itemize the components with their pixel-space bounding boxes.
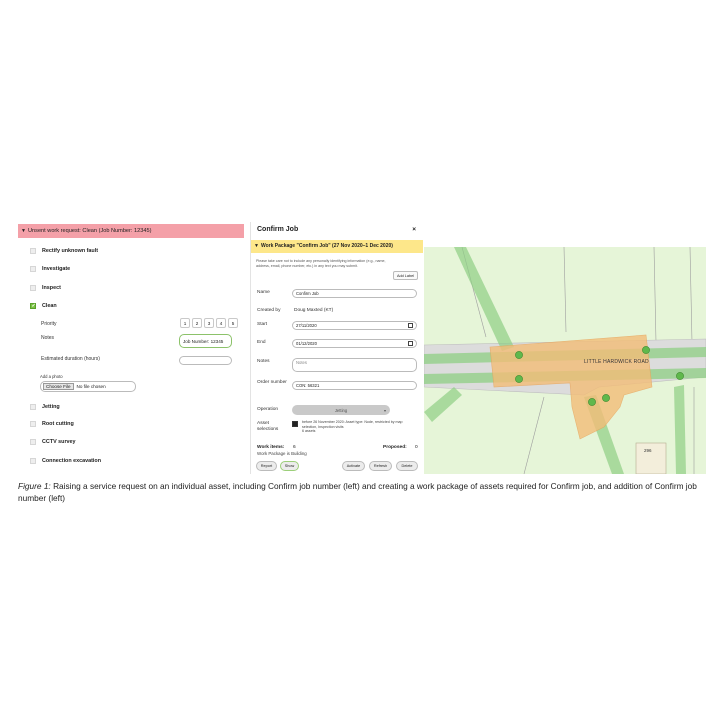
asset-node[interactable] [602,394,609,401]
asset-selection-checkbox[interactable] [292,421,298,427]
priority-option[interactable]: 1 [180,318,190,328]
notes-label: Notes [257,359,270,364]
parcel-boundary [564,247,566,332]
option-cctv-survey[interactable] [30,439,76,445]
panel-title: Confirm Job [257,226,299,233]
parcel-boundary [654,247,656,342]
option-jetting[interactable] [30,404,60,410]
notes-input[interactable]: Job Number: 12345 [179,334,232,348]
close-icon[interactable]: × [412,226,416,233]
chevron-down-icon: ▼ [254,243,259,249]
work-request-panel [18,224,244,474]
asset-node[interactable] [588,398,595,405]
checkbox-checked[interactable] [30,303,36,309]
confirm-job-panel [250,222,422,474]
figure-number: Figure 1: [18,481,51,491]
work-package-status: Work Package is Building [257,451,307,456]
proposed-label: Proposed: [383,445,407,450]
operation-value: Jetting [334,407,348,413]
asset-map[interactable] [424,247,706,474]
show-button[interactable]: Show [280,461,299,471]
asset-node[interactable] [515,375,522,382]
option-connection-excavation[interactable] [30,458,101,464]
file-input[interactable] [40,381,136,392]
checkbox[interactable] [30,458,36,464]
priority-option[interactable]: 3 [204,318,214,328]
activate-button[interactable]: Activate [342,461,365,471]
option-root-cutting[interactable] [30,421,74,427]
option-label: CCTV survey [42,439,76,445]
priority-label: Priority [41,321,57,327]
option-label: Clean [42,303,57,309]
option-label: Root cutting [42,421,74,427]
map-canvas [424,247,706,474]
option-clean[interactable] [30,303,57,309]
pipe [424,387,462,422]
checkbox[interactable] [30,266,36,272]
report-button[interactable]: Report [256,461,277,471]
option-label: Rectify unknown fault [42,248,99,254]
option-label: Investigate [42,266,71,272]
pipe [674,385,686,474]
start-date-input[interactable] [292,321,417,330]
figure-caption [18,481,708,504]
pipe [454,247,514,351]
asset-selection-description: before 26 November 2020: Asset type: Node, restricted by map selection, Inspection visits [302,420,403,429]
option-label: Jetting [42,404,60,410]
asset-selections-label: Asset selections [257,421,279,432]
start-label: Start [257,322,268,327]
created-by-value: Doug Maxted (KT) [294,308,334,313]
checkbox[interactable] [30,248,36,254]
house-number: 296 [644,448,652,453]
asset-node[interactable] [515,351,522,358]
chevron-down-icon: ▾ [383,407,386,413]
add-photo-label: Add a photo [40,374,63,379]
delete-button[interactable]: Delete [396,461,418,471]
work-items-label: Work items: [257,445,285,450]
start-date-value: 27/11/2020 [296,323,317,328]
priority-option[interactable]: 2 [192,318,202,328]
road-label: LITTLE HARDWICK ROAD [584,359,649,365]
order-number-input[interactable]: CON: 56321 [292,381,417,390]
created-by-label: Created by [257,308,281,313]
work-request-title: Unsent work request: Clean (Job Number: 12345) [28,228,152,234]
duration-input[interactable] [179,356,232,365]
asset-node[interactable] [642,346,649,353]
no-file-text: No file chosen [76,384,106,389]
asset-selection-text [302,420,417,434]
caption-text: Raising a service request on an individual asset, including Confirm job number (left) and creating a work package of assets required for Confirm job, and addition of Confirm job number (left) [18,481,697,503]
parcel-boundary [524,397,544,474]
option-inspect[interactable] [30,285,61,291]
option-label: Connection excavation [42,458,102,464]
notes-label: Notes [41,335,55,341]
work-package-title: Work Package "Confirm Job" (27 Nov 2020–1 Dec 2020) [261,243,393,249]
work-package-header[interactable] [251,240,423,253]
calendar-icon[interactable] [408,341,413,346]
proposed-value: 0 [415,445,418,450]
priority-option[interactable]: 4 [216,318,226,328]
priority-option[interactable]: 5 [228,318,238,328]
option-label: Inspect [42,285,61,291]
work-items-value: 6 [293,445,296,450]
add-label-button[interactable]: Add Label [393,271,418,280]
notes-textarea[interactable]: Notes [292,358,417,372]
parcel-boundary [690,247,692,342]
option-investigate[interactable] [30,266,70,272]
checkbox[interactable] [30,421,36,427]
duration-label: Estimated duration (hours) [41,356,100,362]
refresh-button[interactable]: Refresh [369,461,392,471]
order-number-label: Order number [257,380,287,385]
checkbox[interactable] [30,404,36,410]
asset-node[interactable] [676,372,683,379]
chevron-down-icon: ▼ [21,228,26,234]
calendar-icon[interactable] [408,323,413,328]
checkbox[interactable] [30,285,36,291]
end-date-input[interactable] [292,339,417,348]
priority-selector [180,318,238,328]
checkbox[interactable] [30,439,36,445]
operation-label: Operation [257,407,279,412]
name-label: Name [257,290,270,295]
asset-count: 6 assets [302,429,316,434]
choose-file-button[interactable]: Choose File [43,383,74,390]
end-date-value: 01/12/2020 [296,341,317,346]
option-rectify-unknown-fault[interactable] [30,248,98,254]
operation-select[interactable] [292,405,390,415]
end-label: End [257,340,266,345]
privacy-warning: Please take care not to include any personally identifying information (e.g., name, address, email, phone number, etc.) in any text you may submit. [256,259,386,268]
work-request-header[interactable] [18,224,244,238]
name-input[interactable]: Confirm Job [292,289,417,298]
